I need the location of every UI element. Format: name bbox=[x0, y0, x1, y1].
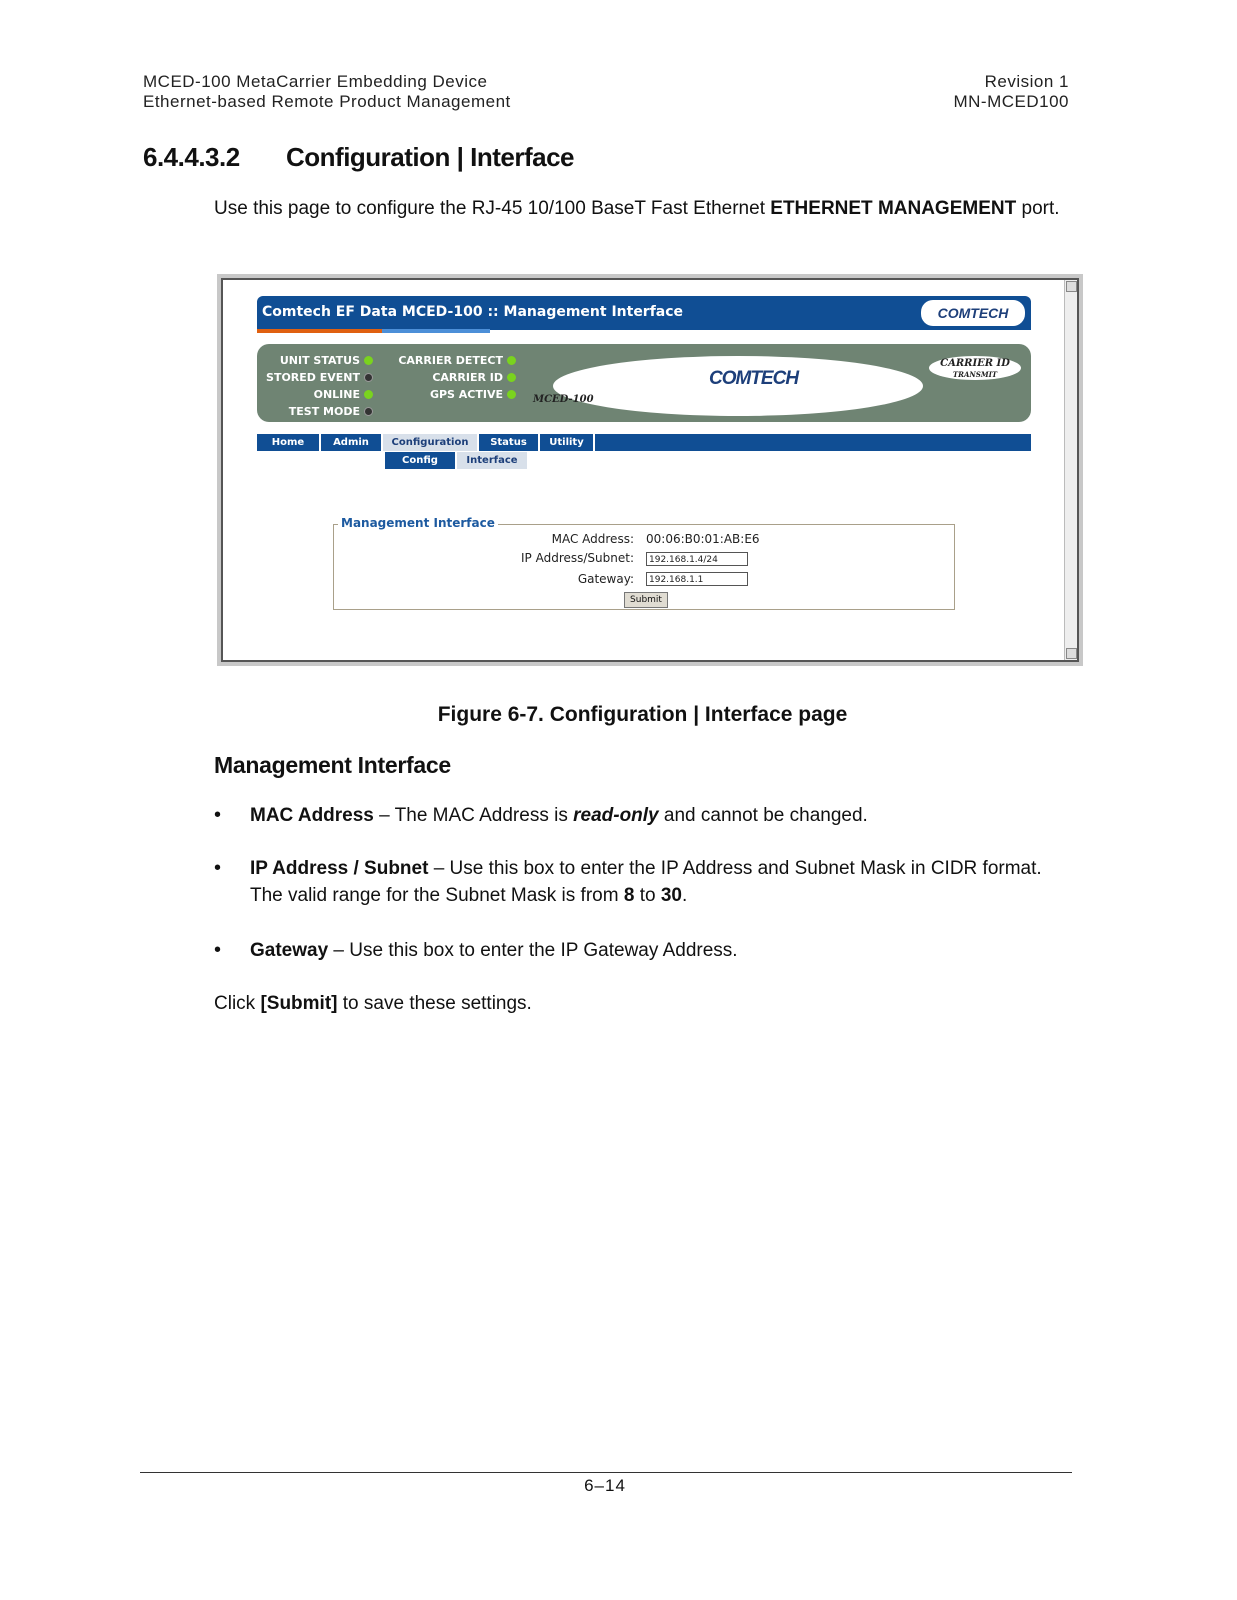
subnet-min: 8 bbox=[623, 885, 635, 906]
ip-subnet-input[interactable]: 192.168.1.4/24 bbox=[646, 552, 748, 566]
bullet-dot-icon: • bbox=[214, 804, 222, 826]
instruction-text: Click bbox=[214, 993, 261, 1014]
header-product: MCED-100 MetaCarrier Embedding Device bbox=[143, 72, 488, 91]
instruction-bold: [Submit] bbox=[260, 993, 338, 1014]
scroll-down-icon[interactable] bbox=[1066, 648, 1077, 659]
led-off-icon bbox=[364, 373, 373, 382]
bullet-term: Gateway bbox=[250, 940, 329, 961]
intro-bold: ETHERNET MANAGEMENT bbox=[770, 198, 1017, 219]
header-revision: Revision 1 bbox=[984, 72, 1069, 91]
section-number: 6.4.4.3.2 bbox=[143, 142, 240, 172]
bullet-body: – Use this box to enter the IP Address and Subnet Mask in CIDR format. The valid range for the Subnet Mask is from bbox=[250, 858, 1042, 906]
intro-text: Use this page to configure the RJ-45 10/100 BaseT Fast Ethernet bbox=[214, 198, 771, 219]
bullet-body-mid: to bbox=[634, 885, 661, 906]
intro-text-end: port. bbox=[1016, 198, 1060, 219]
status-panel bbox=[257, 344, 1031, 422]
bullet-dot-icon: • bbox=[214, 857, 222, 879]
submit-instruction bbox=[214, 990, 532, 1017]
carrier-id-badge bbox=[929, 356, 1021, 380]
tab-home[interactable]: Home bbox=[257, 434, 321, 451]
form-legend: Management Interface bbox=[338, 516, 498, 530]
carrier-id-title: CARRIER ID bbox=[940, 358, 1010, 369]
ip-label: IP Address/Subnet: bbox=[521, 551, 634, 565]
tab-status[interactable]: Status bbox=[479, 434, 540, 451]
bullet-term: MAC Address bbox=[250, 805, 374, 826]
bullet-dot-icon: • bbox=[214, 939, 222, 961]
status-stored-event bbox=[257, 371, 373, 384]
intro-paragraph bbox=[214, 195, 1069, 222]
subtab-config[interactable]: Config bbox=[385, 452, 455, 469]
header-chapter: Ethernet-based Remote Product Management bbox=[143, 92, 511, 111]
status-unit-status bbox=[257, 354, 373, 367]
led-green-icon bbox=[507, 390, 516, 399]
management-interface-form bbox=[333, 516, 955, 610]
gateway-row bbox=[334, 572, 956, 588]
tab-admin[interactable]: Admin bbox=[321, 434, 383, 451]
status-carrier-detect bbox=[377, 354, 516, 367]
instruction-text-end: to save these settings. bbox=[337, 993, 532, 1014]
section-title bbox=[143, 142, 574, 173]
subheading: Management Interface bbox=[214, 752, 451, 778]
gateway-label: Gateway: bbox=[577, 572, 634, 586]
bullet-body: – The MAC Address is bbox=[373, 805, 574, 826]
status-carrier-id bbox=[377, 371, 516, 384]
led-green-icon bbox=[507, 373, 516, 382]
footer-divider bbox=[140, 1472, 1072, 1473]
browser-viewport bbox=[221, 278, 1079, 662]
status-label: TEST MODE bbox=[288, 405, 360, 418]
window-title: Comtech EF Data MCED-100 :: Management Interface bbox=[262, 304, 684, 320]
ip-row bbox=[334, 551, 956, 567]
tab-configuration[interactable]: Configuration bbox=[383, 434, 479, 451]
subnet-max: 30 bbox=[660, 885, 682, 906]
status-label: CARRIER ID bbox=[432, 371, 503, 384]
scroll-up-icon[interactable] bbox=[1066, 281, 1077, 292]
bullet-text bbox=[250, 855, 1074, 909]
bullet-emphasis: read-only bbox=[573, 805, 659, 826]
header-manual-number: MN-MCED100 bbox=[953, 92, 1069, 111]
mac-value: 00:06:B0:01:AB:E6 bbox=[646, 532, 760, 546]
vertical-scrollbar[interactable] bbox=[1064, 280, 1077, 660]
bullet-text bbox=[250, 802, 1074, 829]
comtech-logo-icon: COMTECH bbox=[921, 300, 1025, 326]
mac-row bbox=[334, 532, 956, 548]
status-label: UNIT STATUS bbox=[279, 354, 360, 367]
accent-stripe-blue bbox=[382, 329, 490, 333]
section-name: Configuration | Interface bbox=[286, 142, 575, 172]
app-title-bar bbox=[257, 296, 1031, 330]
bullet-body-end: . bbox=[681, 885, 688, 906]
figure-screenshot bbox=[217, 274, 1083, 666]
accent-stripe-orange bbox=[257, 329, 382, 333]
bullet-text bbox=[250, 937, 1074, 964]
status-test-mode bbox=[257, 405, 373, 418]
bullet-body: – Use this box to enter the IP Gateway Address. bbox=[328, 940, 738, 961]
mac-label: MAC Address: bbox=[551, 532, 634, 546]
bullet-term: IP Address / Subnet bbox=[250, 858, 429, 879]
led-off-icon bbox=[364, 407, 373, 416]
gateway-input[interactable]: 192.168.1.1 bbox=[646, 572, 748, 586]
bullet-body-end: and cannot be changed. bbox=[658, 805, 868, 826]
carrier-id-sub: TRANSMIT bbox=[952, 370, 998, 379]
status-label: GPS ACTIVE bbox=[429, 388, 503, 401]
status-label: STORED EVENT bbox=[266, 371, 360, 384]
doc-header-right bbox=[953, 72, 1069, 112]
led-green-icon bbox=[364, 356, 373, 365]
doc-header-left bbox=[143, 72, 511, 112]
comtech-large-logo-icon: COMTECH bbox=[709, 368, 799, 389]
model-label: MCED-100 bbox=[533, 394, 594, 405]
status-label: CARRIER DETECT bbox=[398, 354, 503, 367]
tab-utility[interactable]: Utility bbox=[540, 434, 595, 451]
page-number: 6–14 bbox=[584, 1476, 626, 1495]
subtab-interface[interactable]: Interface bbox=[457, 452, 527, 469]
status-gps-active bbox=[377, 388, 516, 401]
main-nav-bar bbox=[257, 434, 1031, 451]
submit-button[interactable]: Submit bbox=[624, 592, 668, 608]
figure-caption: Figure 6-7. Configuration | Interface page bbox=[437, 703, 848, 726]
status-online bbox=[257, 388, 373, 401]
led-green-icon bbox=[364, 390, 373, 399]
status-label: ONLINE bbox=[313, 388, 360, 401]
led-green-icon bbox=[507, 356, 516, 365]
